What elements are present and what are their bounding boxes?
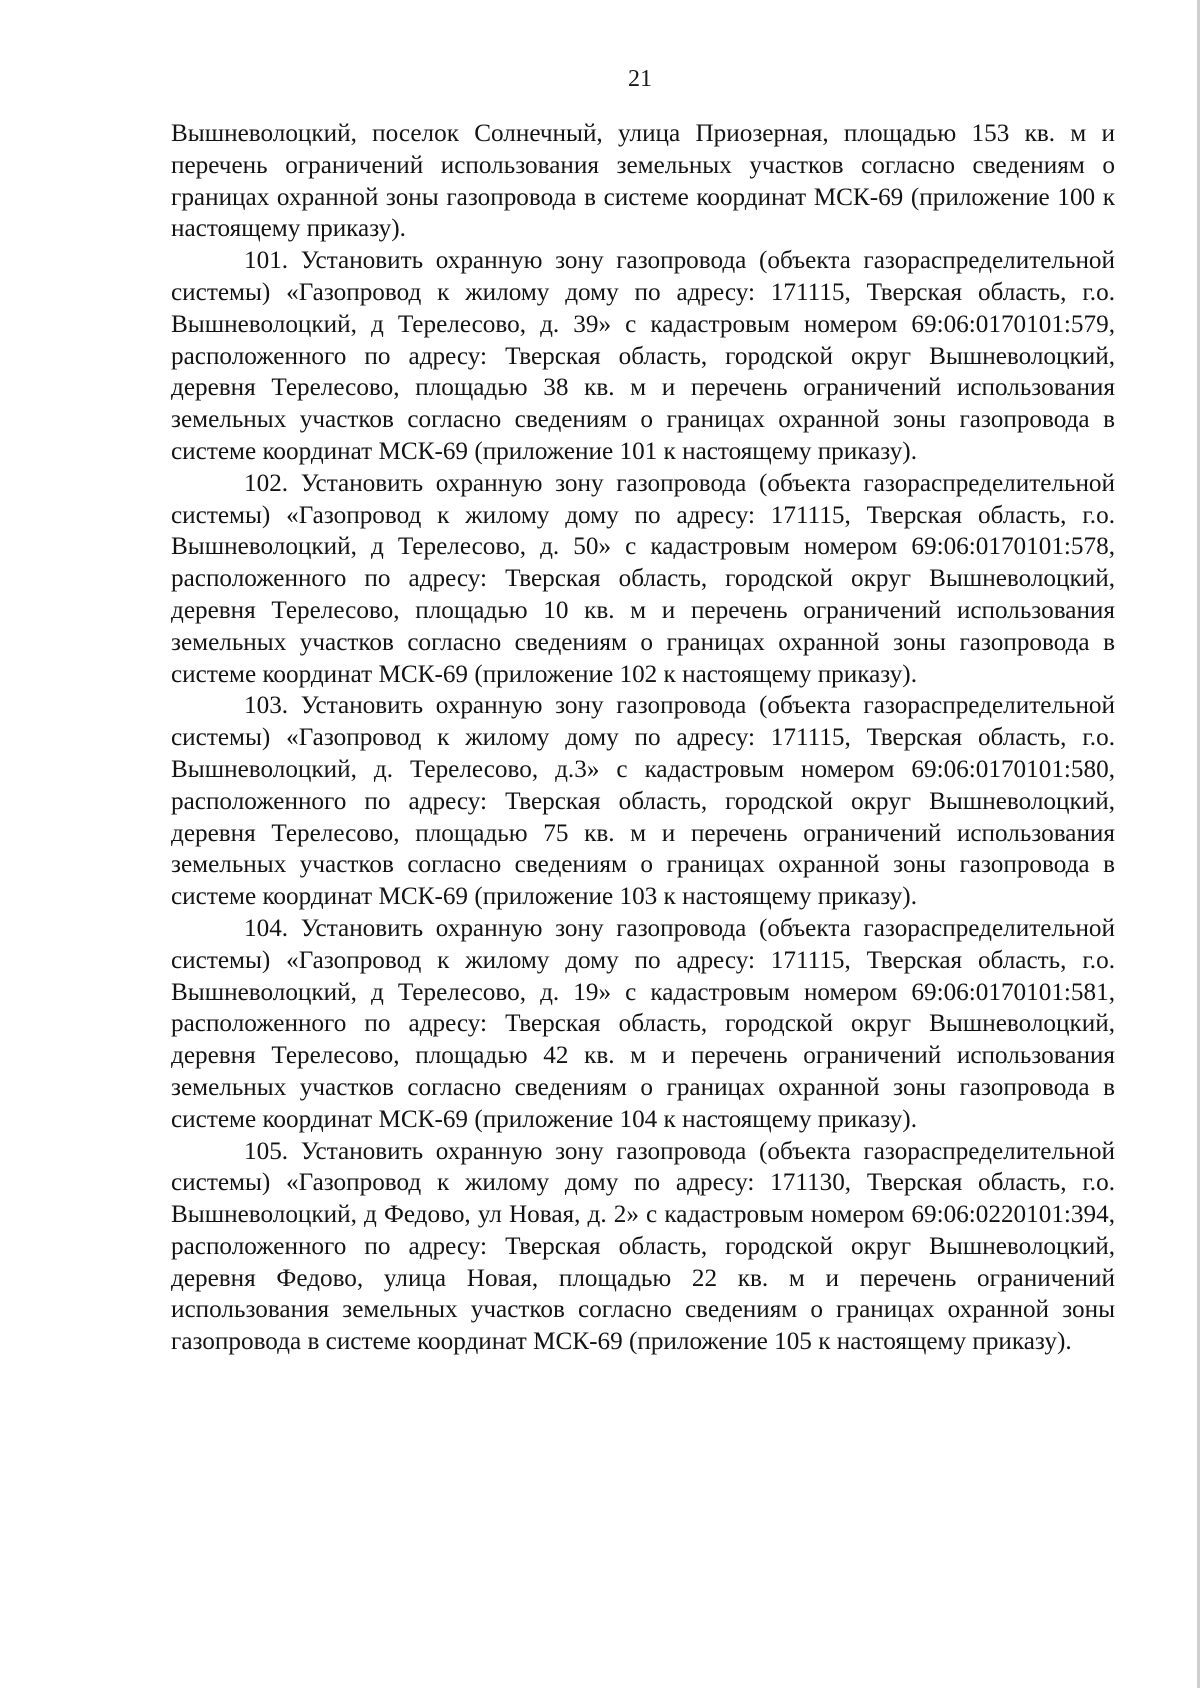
paragraph-item-102: 102. Установить охранную зону газопровода (объекта газораспределительной системы) «Газопровод к жилому дому по адресу: 171115, Тверская область, г.о. Вышневолоцкий, д Терелесово, д. 50» с кадастровым номером 69:06:0170101:578, расположенного по адресу: Тверская область, городской округ Вышневолоцкий, деревня Терелесово, площадью 10 кв. м и перечень ограничений использования земельных участков согласно сведениям о границах охранной зоны газопровода в системе координат МСК-69 (приложение 102 к настоящему приказу). [171,469,1115,688]
paragraph-item-104: 104. Установить охранную зону газопровода (объекта газораспределительной системы) «Газопровод к жилому дому по адресу: 171115, Тверская область, г.о. Вышневолоцкий, д Терелесово, д. 19» с кадастровым номером 69:06:0170101:581, расположенного по адресу: Тверская область, городской округ Вышневолоцкий, деревня Терелесово, площадью 42 кв. м и перечень ограничений использования земельных участков согласно сведениям о границах охранной зоны газопровода в системе координат МСК-69 (приложение 104 к настоящему приказу). [171,914,1115,1133]
paragraph-item-101: 101. Установить охранную зону газопровода (объекта газораспределительной системы) «Газопровод к жилому дому по адресу: 171115, Тверская область, г.о. Вышневолоцкий, д Терелесово, д. 39» с кадастровым номером 69:06:0170101:579, расположенного по адресу: Тверская область, городской округ Вышневолоцкий, деревня Терелесово, площадью 38 кв. м и перечень ограничений использования земельных участков согласно сведениям о границах охранной зоны газопровода в системе координат МСК-69 (приложение 101 к настоящему приказу). [171,247,1115,465]
paragraph-item-105: 105. Установить охранную зону газопровода (объекта газораспределительной системы) «Газопровод к жилому дому по адресу: 171130, Тверская область, г.о. Вышневолоцкий, д Федово, ул Новая, д. 2» с кадастровым номером 69:06:0220101:394, расположенного по адресу: Тверская область, городской округ Вышневолоцкий, деревня Федово, улица Новая, площадью 22 кв. м и перечень ограничений использования земельных участков согласно сведениям о границах охранной зоны газопровода в системе координат МСК-69 (приложение 105 к настоящему приказу). [171,1137,1115,1356]
page-number: 21 [628,66,652,92]
document-body [171,118,1115,1358]
paragraph-continuation: Вышневолоцкий, поселок Солнечный, улица Приозерная, площадью 153 кв. м и перечень ограничений использования земельных участков согласно сведениям о границах охранной зоны газопровода в системе координат МСК-69 (приложение 100 к настоящему приказу). [171,120,1115,243]
paragraph-item-103: 103. Установить охранную зону газопровода (объекта газораспределительной системы) «Газопровод к жилому дому по адресу: 171115, Тверская область, г.о. Вышневолоцкий, д. Терелесово, д.3» с кадастровым номером 69:06:0170101:580, расположенного по адресу: Тверская область, городской округ Вышневолоцкий, деревня Терелесово, площадью 75 кв. м и перечень ограничений использования земельных участков согласно сведениям о границах охранной зоны газопровода в системе координат МСК-69 (приложение 103 к настоящему приказу). [171,692,1115,911]
